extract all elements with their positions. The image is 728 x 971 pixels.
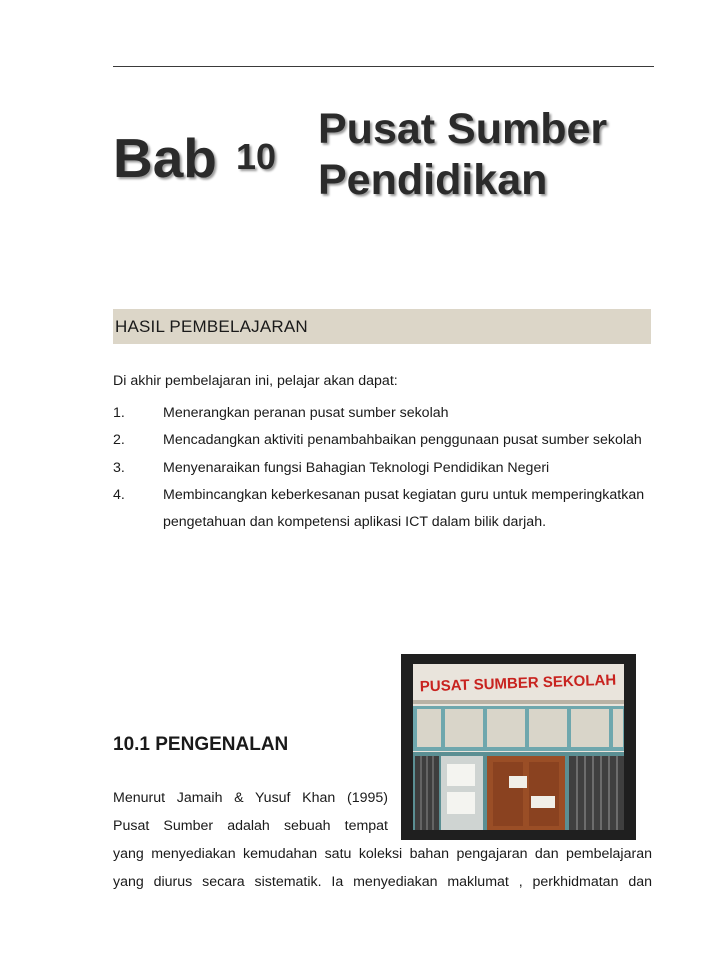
chapter-title-line1: Pusat Sumber xyxy=(318,105,608,153)
sign-text: PUSAT SUMBER SEKOLAH xyxy=(419,671,617,696)
learning-outcomes-heading: HASIL PEMBELAJARAN xyxy=(115,316,308,336)
learning-outcomes-band xyxy=(113,309,651,344)
paragraph-line: Pusat Sumber adalah sebuah tempat xyxy=(113,818,388,834)
intro-paragraph-continued xyxy=(113,840,652,896)
list-item xyxy=(113,400,658,427)
chapter-title-block xyxy=(113,105,673,220)
chapter-title-line2: Pendidikan xyxy=(318,156,548,204)
list-item xyxy=(113,482,658,537)
paragraph-line: yang diurus secara sistematik. Ia menyediakan maklumat , perkhidmatan dan xyxy=(113,874,652,890)
intro-paragraph-start xyxy=(113,784,388,840)
list-item xyxy=(113,455,658,482)
list-item-number: 1. xyxy=(113,405,125,421)
paragraph-line: yang menyediakan kemudahan satu koleksi bahan pengajaran dan pembelajaran xyxy=(113,846,652,862)
list-item-text: Mencadangkan aktiviti penambahbaikan penggunaan pusat sumber sekolah xyxy=(163,432,642,449)
section-heading: 10.1 PENGENALAN xyxy=(113,734,289,755)
learning-outcomes-intro: Di akhir pembelajaran ini, pelajar akan dapat: xyxy=(113,373,398,389)
list-item-number: 2. xyxy=(113,432,125,449)
list-item xyxy=(113,427,658,454)
list-item-number: 4. xyxy=(113,486,125,503)
list-item-text: Menerangkan peranan pusat sumber sekolah xyxy=(163,405,449,421)
chapter-label: Bab xyxy=(113,127,217,189)
list-item-number: 3. xyxy=(113,459,125,476)
list-item-text: Menyenaraikan fungsi Bahagian Teknologi Pendidikan Negeri xyxy=(163,459,550,476)
chapter-number: 10 xyxy=(236,136,277,177)
objectives-list xyxy=(113,400,658,536)
resource-centre-illustration xyxy=(413,664,624,830)
chapter-title xyxy=(318,104,607,206)
resource-centre-photo xyxy=(401,654,636,840)
list-item-text: Membincangkan keberkesanan pusat kegiatan guru untuk memperingkatkan pengetahuan dan kompetensi aplikasi ICT dalam bilik darjah. xyxy=(163,486,645,531)
paragraph-line: Menurut Jamaih & Yusuf Khan (1995) xyxy=(113,790,388,806)
top-rule xyxy=(113,66,654,67)
